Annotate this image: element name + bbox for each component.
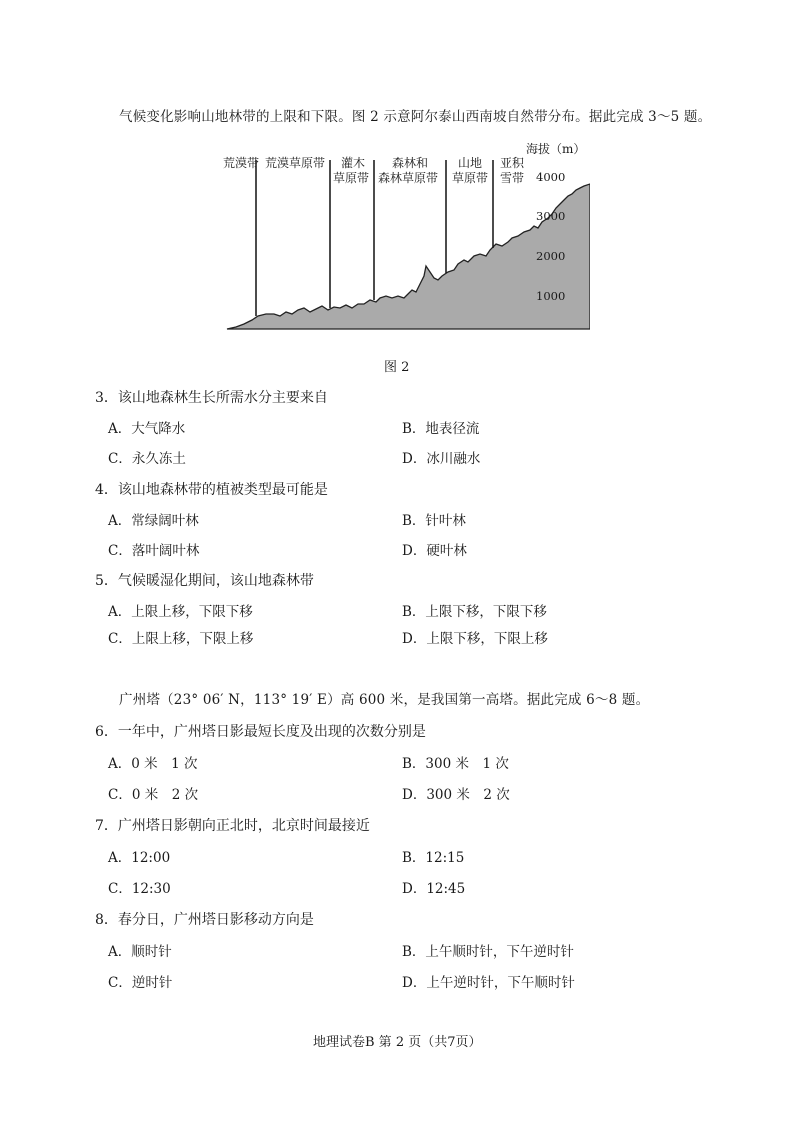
zone-label: 山地 — [458, 156, 483, 170]
zone-label: 森林和 — [392, 156, 429, 170]
option-b: B．上午顺时针，下午逆时针 — [402, 944, 574, 960]
question-stem: 8．春分日，广州塔日影移动方向是 — [95, 912, 314, 928]
elevation-tick: 1000 — [536, 289, 566, 303]
zone-label: 森林草原带 — [378, 171, 439, 185]
question-stem: 6．一年中，广州塔日影最短长度及出现的次数分别是 — [95, 724, 426, 740]
question-stem: 4．该山地森林带的植被类型最可能是 — [95, 482, 328, 498]
elevation-tick: 3000 — [536, 209, 566, 223]
option-a: A．12:00 — [108, 850, 171, 866]
option-b: B．针叶林 — [402, 513, 466, 529]
option-b: B．12:15 — [402, 850, 465, 866]
option-a: A．大气降水 — [108, 421, 186, 437]
option-d: D．硬叶林 — [402, 543, 467, 559]
option-d: D．冰川融水 — [402, 451, 481, 467]
option-a: A．顺时针 — [108, 944, 172, 960]
zone-label: 荒漠带 — [223, 156, 260, 170]
figure-caption: 图 2 — [384, 360, 410, 375]
question-stem: 3．该山地森林生长所需水分主要来自 — [95, 390, 328, 406]
page-footer: 地理试卷B 第 2 页（共7页） — [313, 1035, 482, 1050]
option-c: C．12:30 — [108, 881, 171, 897]
zone-label: 荒漠草原带 — [265, 156, 326, 170]
option-c: C．0 米 2 次 — [108, 787, 199, 803]
option-d: D．上午逆时针，下午顺时针 — [402, 975, 575, 991]
option-a: A．常绿阔叶林 — [108, 513, 199, 529]
option-b: B．地表径流 — [402, 421, 480, 437]
option-d: D．12:45 — [402, 881, 466, 897]
elevation-tick: 4000 — [536, 170, 566, 184]
zone-label: 亚积 — [500, 156, 525, 170]
zone-label: 雪带 — [500, 171, 525, 185]
mountain-profile-figure — [220, 138, 590, 338]
option-c: C．永久冻土 — [108, 451, 186, 467]
option-c: C．落叶阔叶林 — [108, 543, 200, 559]
elevation-axis-title: 海拔（m） — [526, 142, 586, 156]
section-intro-1: 气候变化影响山地林带的上限和下限。图 2 示意阿尔泰山西南坡自然带分布。据此完成 3～5 题。 — [119, 109, 712, 125]
question-stem: 5．气候暖湿化期间，该山地森林带 — [95, 573, 314, 589]
option-a: A．上限上移，下限下移 — [108, 604, 253, 620]
option-d: D．300 米 2 次 — [402, 787, 510, 803]
elevation-tick: 2000 — [536, 249, 566, 263]
option-b: B．上限下移，下限下移 — [402, 604, 547, 620]
zone-label: 草原带 — [452, 171, 489, 185]
option-a: A．0 米 1 次 — [108, 756, 198, 772]
zone-label: 灌木 — [341, 156, 366, 170]
section-intro-2: 广州塔（23° 06′ N，113° 19′ E）高 600 米，是我国第一高塔。据此完成 6～8 题。 — [119, 692, 650, 708]
option-c: C．上限上移，下限上移 — [108, 631, 254, 647]
option-b: B．300 米 1 次 — [402, 756, 509, 772]
option-c: C．逆时针 — [108, 975, 173, 991]
question-stem: 7．广州塔日影朝向正北时，北京时间最接近 — [95, 818, 370, 834]
zone-label: 草原带 — [333, 171, 370, 185]
option-d: D．上限下移，下限上移 — [402, 631, 548, 647]
